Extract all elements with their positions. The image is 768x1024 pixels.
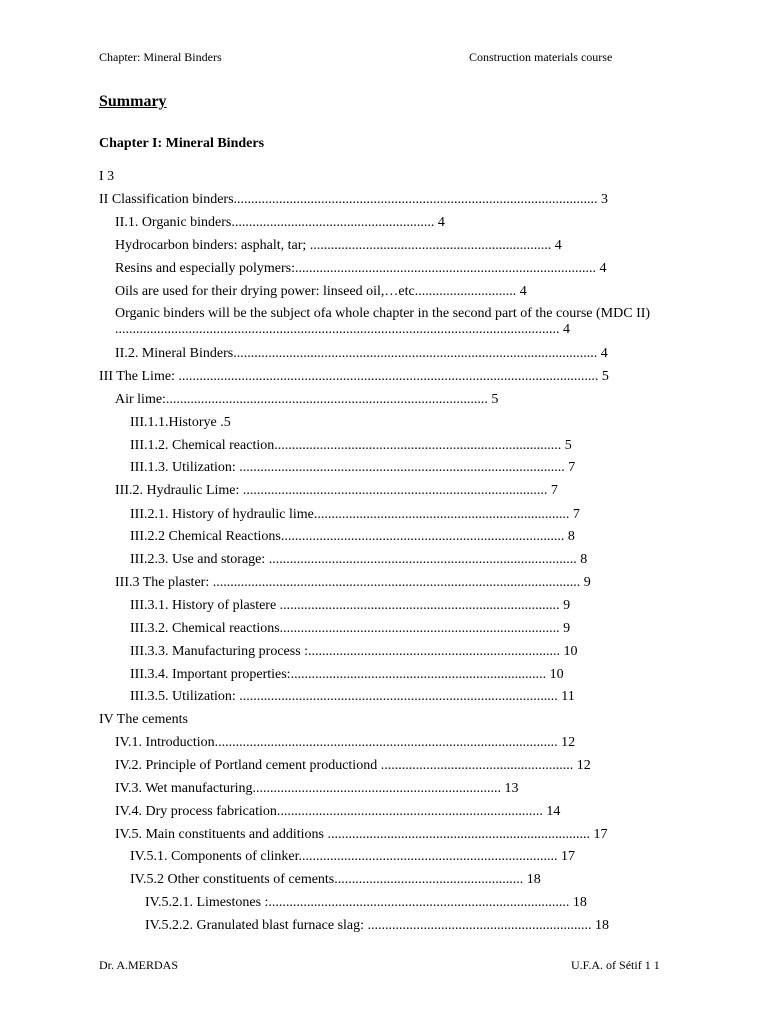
toc-entry: III.3.4. Important properties:......................................................................... 10 bbox=[130, 667, 564, 682]
toc-entry: II.1. Organic binders.......................................................... 4 bbox=[115, 215, 445, 230]
toc-entry: Air lime:............................................................................................ 5 bbox=[115, 392, 499, 407]
toc-entry: Organic binders will be the subject ofa whole chapter in the second part of the course (MDC II) ............................................................................................................................... 4 bbox=[115, 306, 651, 337]
toc-entry: IV.1. Introduction.................................................................................................. 12 bbox=[115, 735, 576, 750]
toc-entry: IV.5. Main constituents and additions ........................................................................... 17 bbox=[115, 827, 608, 842]
toc-entry: III.2.2 Chemical Reactions................................................................................. 8 bbox=[130, 529, 575, 544]
page-footer-right: U.F.A. of Sétif 1 1 bbox=[571, 958, 660, 972]
toc-entry: III.2.1. History of hydraulic lime......................................................................... 7 bbox=[130, 507, 580, 522]
toc-entry: IV.5.2.2. Granulated blast furnace slag: ................................................................ 18 bbox=[145, 918, 610, 933]
page-header-left: Chapter: Mineral Binders bbox=[99, 50, 222, 64]
toc-entry: II Classification binders........................................................................................................ 3 bbox=[99, 192, 609, 207]
page-footer-left: Dr. A.MERDAS bbox=[99, 958, 179, 972]
summary-title: Summary bbox=[99, 93, 167, 110]
page-header-right: Construction materials course bbox=[469, 50, 613, 64]
toc-entry: III.1.1.Historye .5 bbox=[130, 415, 231, 430]
toc-entry: IV The cements bbox=[99, 712, 188, 727]
toc-entry: Resins and especially polymers:...................................................................................... 4 bbox=[115, 261, 607, 276]
toc-entry: III.3.1. History of plastere ................................................................................ 9 bbox=[130, 598, 571, 613]
toc-entry: III.3.2. Chemical reactions................................................................................ 9 bbox=[130, 621, 571, 636]
toc-entry: Hydrocarbon binders: asphalt, tar; ..................................................................... 4 bbox=[115, 238, 562, 253]
toc-entry: IV.5.2.1. Limestones :...................................................................................... 18 bbox=[145, 895, 587, 910]
toc-entry: IV.5.1. Components of clinker.......................................................................... 17 bbox=[130, 849, 576, 864]
toc-entry: III.3.5. Utilization: ........................................................................................... 11 bbox=[130, 689, 575, 704]
toc-entry: IV.5.2 Other constituents of cements...................................................... 18 bbox=[130, 872, 541, 887]
toc-entry: III.3.3. Manufacturing process :........................................................................ 10 bbox=[130, 644, 578, 659]
toc-entry: III.3 The plaster: ......................................................................................................... 9 bbox=[115, 575, 591, 590]
toc-entry: IV.3. Wet manufacturing....................................................................... 13 bbox=[115, 781, 519, 796]
toc-entry: IV.2. Principle of Portland cement productiond ....................................................... 12 bbox=[115, 758, 591, 773]
toc-entry: III.1.3. Utilization: ............................................................................................. 7 bbox=[130, 460, 576, 475]
toc-entry: III.2.3. Use and storage: ........................................................................................ 8 bbox=[130, 552, 588, 567]
toc-entry: III.1.2. Chemical reaction.................................................................................. 5 bbox=[130, 438, 572, 453]
toc-entry: III The Lime: ........................................................................................................................ 5 bbox=[99, 369, 609, 384]
toc-entry: IV.4. Dry process fabrication............................................................................ 14 bbox=[115, 804, 561, 819]
toc-entry: I 3 bbox=[99, 169, 115, 184]
toc-entry: II.2. Mineral Binders........................................................................................................ 4 bbox=[115, 346, 608, 361]
toc-entry: III.2. Hydraulic Lime: ....................................................................................... 7 bbox=[115, 483, 558, 498]
toc-entry: Oils are used for their drying power: linseed oil,…etc............................. 4 bbox=[115, 284, 527, 299]
chapter-title: Chapter I: Mineral Binders bbox=[99, 136, 265, 151]
